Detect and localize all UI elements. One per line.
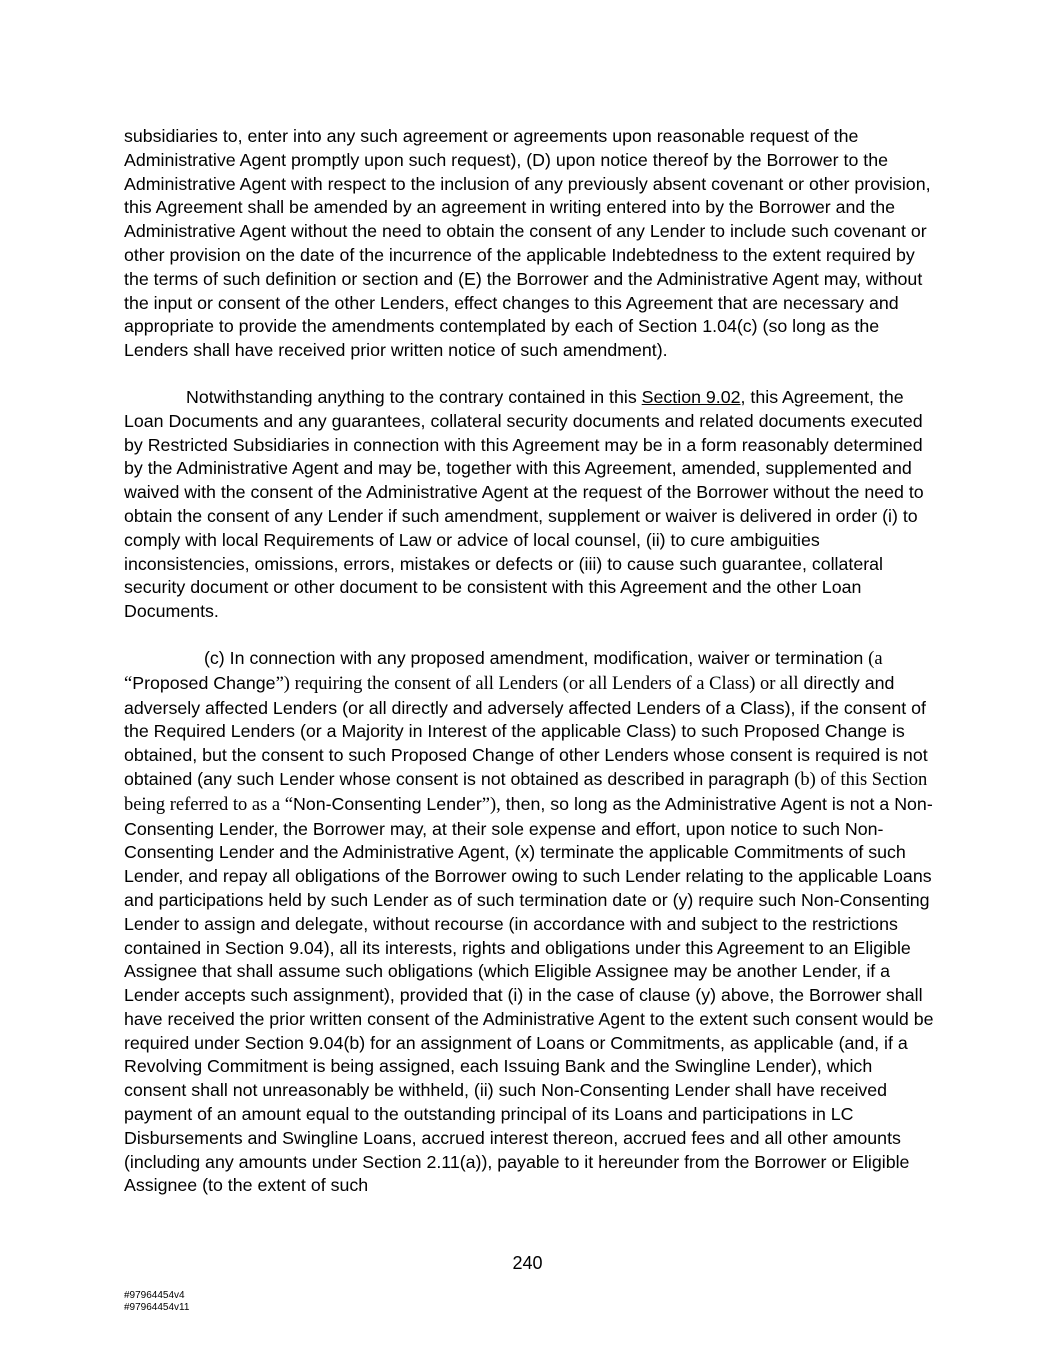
defined-term: Proposed Change (132, 672, 276, 693)
section-reference: Section 9.02, (641, 386, 746, 407)
paragraph-text: (b) of this Section being referred to as a “ (124, 769, 928, 815)
page-number: 240 (512, 1253, 543, 1273)
paragraph-text: then, so long as the Administrative Agent is not a Non-Consenting Lender, the Borrower may, at their sole expense and effort, upon notice to such Non-Consenting Lender and the Administrative Agent, (x) terminate the applicable Commitments of such Lender, and repay all obligations of the Borrower owing to such Lender relating to the applicable Loans and participations held by such Lender as of such termination date or (y) require such Non-Consenting Lender to assign and delegate, without recourse (in accordance with and subject to the restrictions contained in Section 9.04), all its interests, rights and obligations under this Agreement to an Eligible Assignee that shall assume such obligations (which Eligible Assignee may be another Lender, if a Lender accepts such assignment), provided that (i) in the case of clause (y) above, the Borrower shall have received the prior written consent of the Administrative Agent to the extent such consent would be required under Section 9.04(b) for an assignment of Loans or Commitments, as applicable (and, if a Revolving Commitment is being assigned, each Issuing Bank and the Swingline Lender), which consent shall not unreasonably be withheld, (ii) such Non-Consenting Lender shall have received payment of an amount equal to the outstanding principal of its Loans and participations in LC Disbursements and Swingline Loans, accrued interest thereon, accrued fees and all other amounts (including any amounts under Section 2.11(a)), payable to it hereunder from the Borrower or Eligible Assignee (to the extent of such (124, 793, 934, 1196)
paragraph-text: (c) In connection with any proposed amendment, modification, waiver or termination (204, 647, 869, 668)
defined-term: Non-Consenting Lender (292, 793, 482, 814)
document-id: #97964454v4 (124, 1290, 185, 1301)
paragraph-c (124, 647, 934, 1198)
paragraph-text: this Agreement, the Loan Documents and any guarantees, collateral security documents and related documents executed by Restricted Subsidiaries in connection with this Agreement may be in a form reasonably determined by the Administrative Agent and may be, together with this Agreement, amended, supplemented and waived with the consent of the Administrative Agent at the request of the Borrower without the need to obtain the consent of any Lender if such amendment, supplement or waiver is delivered in order (i) to comply with local Requirements of Law or advice of local counsel, (ii) to cure ambiguities inconsistencies, omissions, errors, mistakes or defects or (iii) to cause such guarantee, collateral security document or other document to be consistent with this Agreement and the other Loan Documents. (124, 386, 924, 622)
paragraph-notwithstanding (124, 386, 934, 624)
paragraph-continuation: subsidiaries to, enter into any such agreement or agreements upon reasonable request of the Administrative Agent promptly upon such request), (D) upon notice thereof by the Borrower to the Administrative Agent with respect to the inclusion of any previously absent covenant or other provision, this Agreement shall be amended by an agreement in writing entered into by the Borrower and the Administrative Agent without the need to obtain the consent of any Lender to include such covenant or other provision on the date of the incurrence of the applicable Indebtedness to the extent required by the terms of such definition or section and (E) the Borrower and the Administrative Agent may, without the input or consent of the other Lenders, effect changes to this Agreement that are necessary and appropriate to provide the amendments contemplated by each of Section 1.04(c) (so long as the Lenders shall have received prior written notice of such amendment). (124, 126, 931, 361)
paragraph-text: ”), (481, 794, 501, 815)
document-id: #97964454v11 (124, 1302, 190, 1313)
body-text (124, 125, 934, 1198)
paragraph-text: Notwithstanding anything to the contrary contained in this (186, 386, 642, 407)
paragraph-text: directly and adversely affected Lenders (or all directly and adversely affected Lenders of a Class), if the consent of the Required Lenders (or a Majority in Interest of the applicable Class) to such Proposed Change is obtained, but the consent to such Proposed Change of other Lenders whose consent is required is not obtained (any such Lender whose consent is not obtained as described in paragraph (124, 672, 928, 789)
paragraph-text: (a “ (124, 648, 883, 694)
paragraph-text: ”) requiring the consent of all Lenders (or all Lenders of a Class) or all (275, 673, 799, 694)
